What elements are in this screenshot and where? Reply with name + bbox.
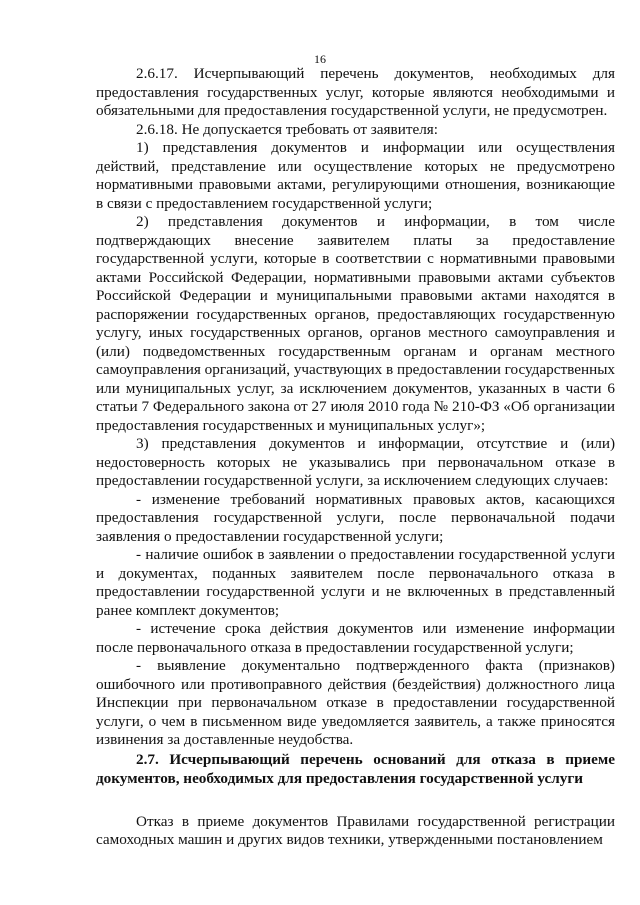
closing-paragraph: Отказ в приеме документов Правилами государственной регистрации самоходных машин и других видов техники, утвержденными постановлением [96, 812, 615, 848]
list-item-2: 2) представления документов и информации, в том числе подтверждающих внесение заявителем платы за предоставление государственной услуги, которые в соответствии с нормативными правовыми актами Российской Федерации, нормативными правовыми актами субъектов Российской Федерации и муниципальными правовыми актами находятся в распоряжении государственных органов, предоставляющих государственную услугу, иных государственных органов, органов местного самоуправления и (или) подведомственных государственным органам и органам местного самоуправления организаций, участвующих в предоставлении государственных или муниципальных услуг, за исключением документов, указанных в части 6 статьи 7 Федерального закона от 27 июля 2010 года № 210-ФЗ «Об организации предоставления государственных и муниципальных услуг»; [96, 213, 615, 434]
list-item-1: 1) представления документов и информации или осуществления действий, представление или осуществление которых не предусмотрено нормативными правовыми актами, регулирующими отношения, возникающие в связи с предоставлением государственной услуги; [96, 139, 615, 212]
paragraph-2-6-17: 2.6.17. Исчерпывающий перечень документов, необходимых для предоставления государственных услуг, которые являются необходимыми и обязательными для предоставления государственной услуги, не предусмотрен. [96, 65, 615, 119]
exception-item-3: - истечение срока действия документов или изменение информации после первоначального отказа в предоставлении государственной услуги; [96, 620, 615, 656]
document-body [96, 65, 615, 850]
list-item-3: 3) представления документов и информации, отсутствие и (или) недостоверность которых не указывались при первоначальном отказе в предоставлении государственной услуги, за исключением следующих случаев: [96, 435, 615, 489]
exception-item-1: - изменение требований нормативных правовых актов, касающихся предоставления государственной услуги, после первоначальной подачи заявления о предоставлении государственной услуги; [96, 490, 615, 545]
exception-item-2: - наличие ошибок в заявлении о предоставлении государственной услуги и документах, поданных заявителем после первоначального отказа в предоставлении государственной услуги и не включенных в представленный ранее комплект документов; [96, 546, 615, 619]
page-number: 16 [314, 52, 326, 66]
exception-item-4: - выявление документально подтвержденного факта (признаков) ошибочного или противоправного действия (бездействия) должностного лица Инспекции при первоначальном отказе в предоставлении государственной услуги, о чем в письменном виде уведомляется заявитель, а также приносятся извинения за доставленные неудобства. [96, 657, 615, 748]
section-heading-2-7: 2.7. Исчерпывающий перечень оснований для отказа в приеме документов, необходимых для предоставления государственной услуги [96, 750, 615, 787]
paragraph-2-6-18: 2.6.18. Не допускается требовать от заявителя: [136, 120, 438, 138]
